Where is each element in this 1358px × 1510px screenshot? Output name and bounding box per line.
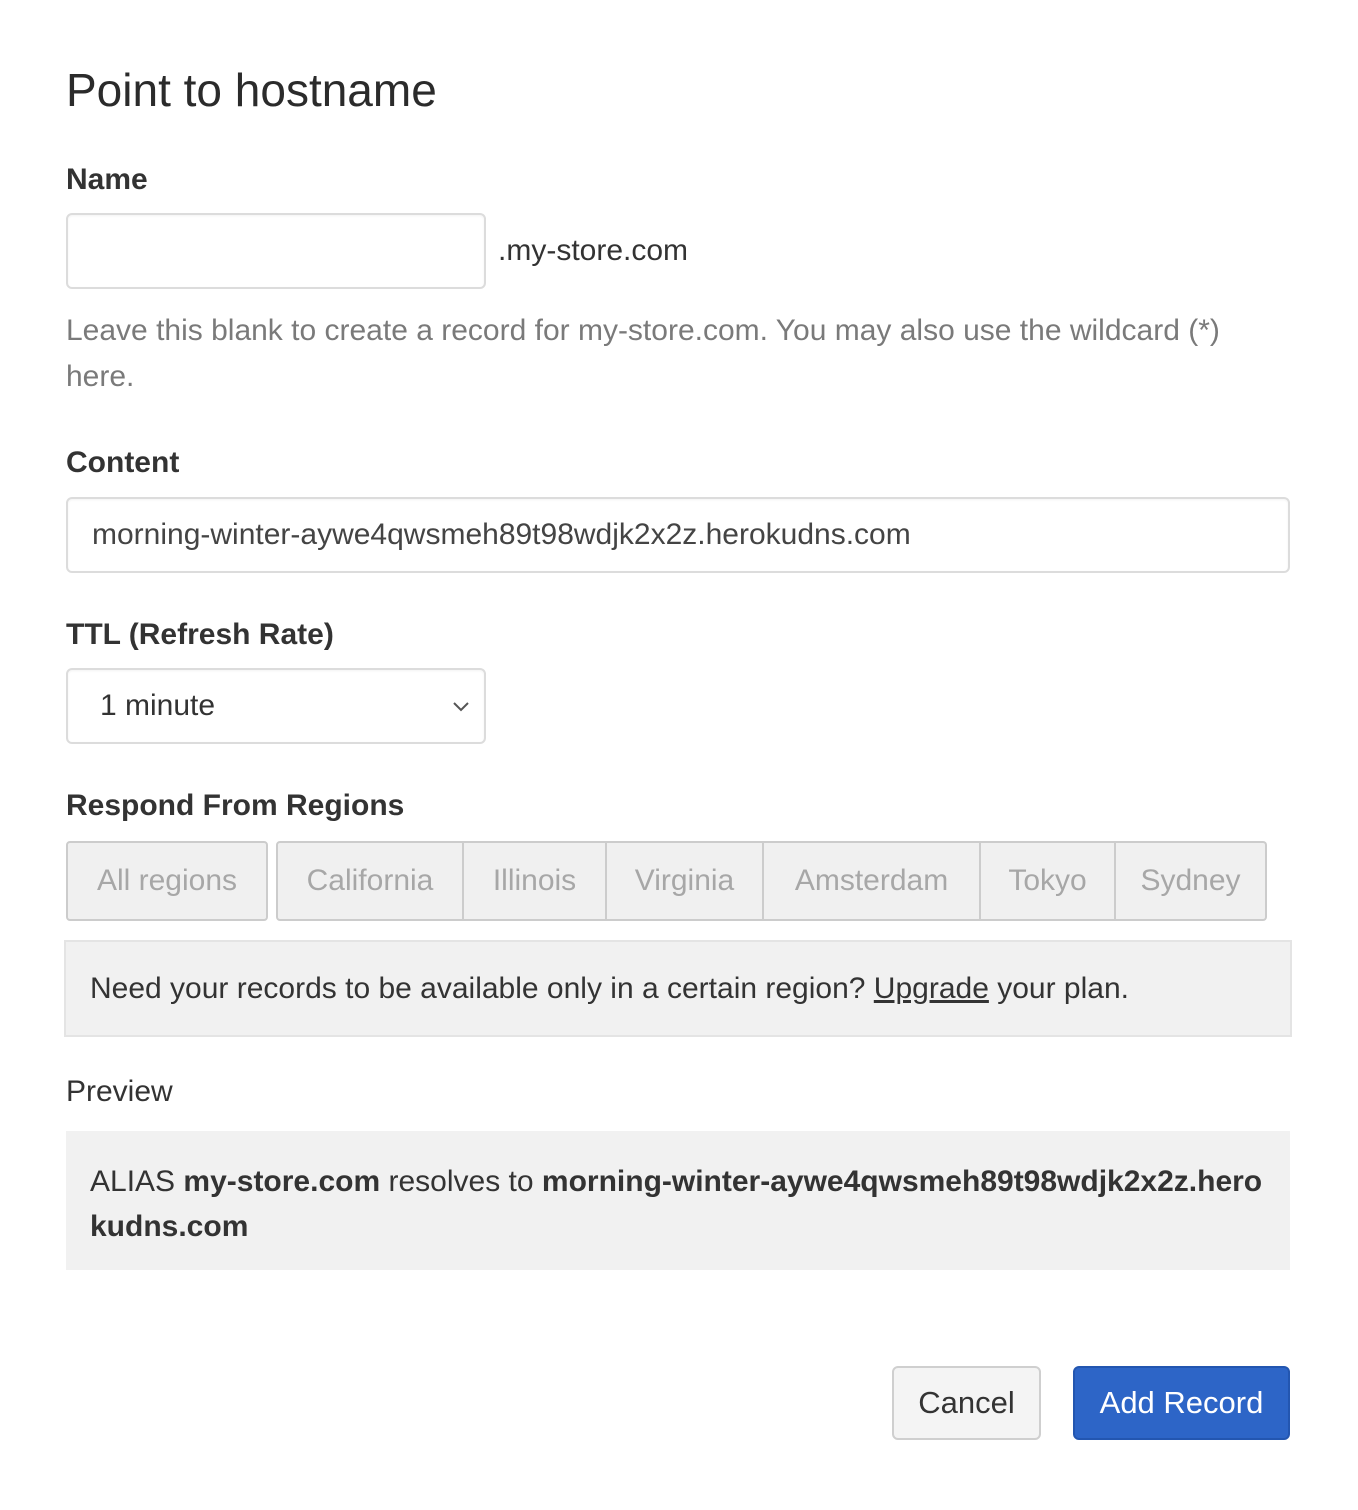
domain-suffix: .my-store.com	[498, 234, 689, 267]
preview-host: my-store.com	[183, 1165, 381, 1198]
region-button-tokyo[interactable]: Tokyo	[981, 841, 1116, 921]
name-label: Name	[66, 163, 148, 196]
content-label: Content	[66, 446, 180, 479]
chevron-down-icon	[452, 700, 470, 712]
name-help-text: Leave this blank to create a record for my-store.com. You may also use the wildcard (*) here.	[66, 314, 1220, 393]
add-record-button[interactable]: Add Record	[1073, 1366, 1290, 1440]
name-input[interactable]	[66, 213, 486, 289]
region-button-sydney[interactable]: Sydney	[1116, 841, 1267, 921]
upgrade-notice	[64, 940, 1292, 1037]
all-regions-button[interactable]: All regions	[66, 841, 268, 921]
all-regions-group	[66, 841, 268, 921]
dialog-title: Point to hostname	[66, 64, 437, 116]
preview-record-type: ALIAS	[90, 1165, 176, 1198]
preview-label: Preview	[66, 1075, 173, 1108]
preview-resolves-text: resolves to	[388, 1165, 534, 1198]
cancel-button[interactable]: Cancel	[892, 1366, 1041, 1440]
content-input[interactable]	[66, 497, 1290, 573]
region-button-virginia[interactable]: Virginia	[607, 841, 764, 921]
upgrade-link[interactable]: Upgrade	[873, 971, 989, 1005]
notice-text-before: Need your records to be available only in a certain region?	[90, 971, 874, 1005]
region-button-group	[276, 841, 1267, 921]
preview-box	[66, 1131, 1290, 1270]
region-button-amsterdam[interactable]: Amsterdam	[764, 841, 981, 921]
region-button-illinois[interactable]: Illinois	[464, 841, 607, 921]
region-button-california[interactable]: California	[276, 841, 464, 921]
ttl-select[interactable]	[66, 668, 486, 744]
ttl-label: TTL (Refresh Rate)	[66, 618, 334, 651]
regions-label: Respond From Regions	[66, 789, 405, 822]
notice-text-after: your plan.	[988, 971, 1129, 1005]
ttl-selected-value: 1 minute	[100, 689, 216, 722]
preview-target: morning-winter-aywe4qwsmeh89t98wdjk2x2z.herokudns.com	[90, 1165, 1263, 1243]
